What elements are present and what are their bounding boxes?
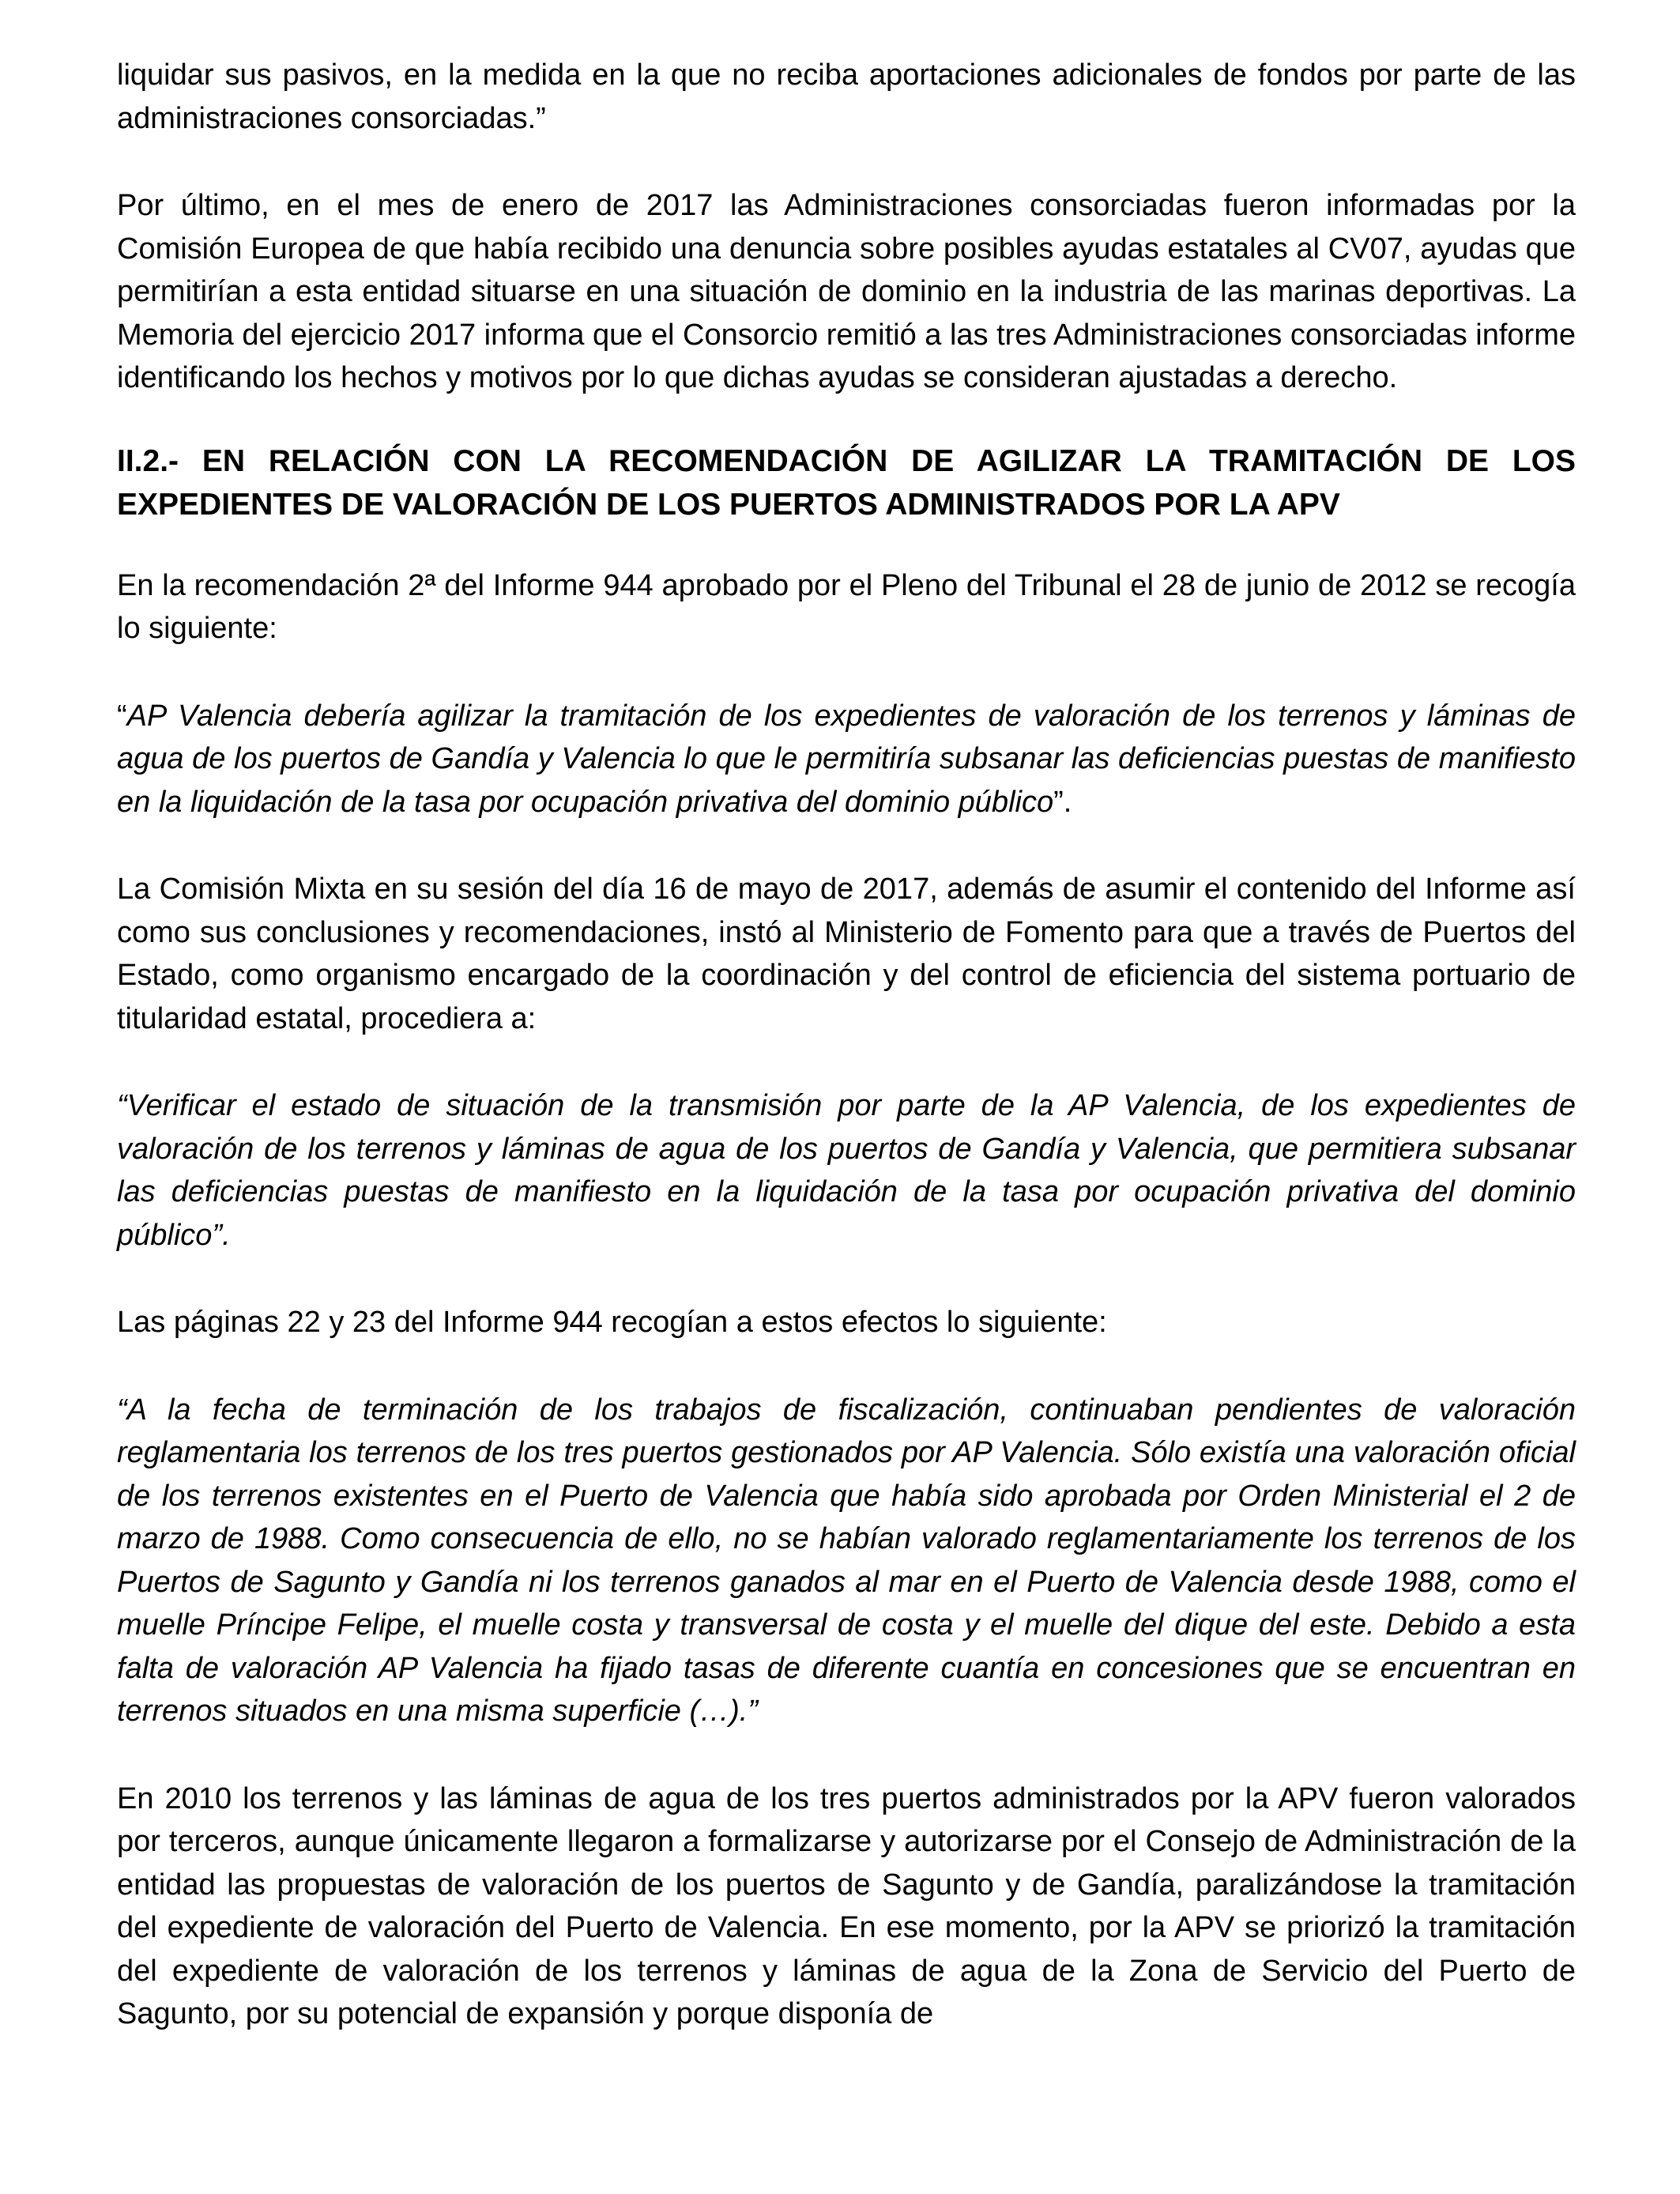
paragraph-denuncia: Por último, en el mes de enero de 2017 las Administraciones consorciadas fueron informadas por la Comisión Europea de que había recibido una denuncia sobre posibles ayudas estatales al CV07, ayudas que permitirían a esta entidad situarse en una situación de dominio en la industria de las marinas deportivas. La Memoria del ejercicio 2017 informa que el Consorcio remitió a las tres Administraciones consorciadas informe identificando los hechos y motivos por lo que dichas ayudas se consideran ajustadas a derecho. <box>117 189 1576 394</box>
quote-body: AP Valencia debería agilizar la tramitación de los expedientes de valoración de los terrenos y láminas de agua de los puertos de Gandía y Valencia lo que le permitiría subsanar las deficiencias puestas de manifiesto en la liquidación de la tasa por ocupación privativa del dominio público <box>117 699 1576 819</box>
paragraph-2010: En 2010 los terrenos y las láminas de agua de los tres puertos administrados por la APV fueron valorados por terceros, aunque únicamente llegaron a formalizarse y autorizarse por el Consejo de Administración de la entidad las propuestas de valoración de los puertos de Sagunto y de Gandía, paralizándose la tramitación del expediente de valoración del Puerto de Valencia. En ese momento, por la APV se priorizó la tramitación del expediente de valoración de los terrenos y láminas de agua de la Zona de Servicio del Puerto de Sagunto, por su potencial de expansión y porque disponía de <box>117 1781 1576 2030</box>
quote-verificar: “Verificar el estado de situación de la transmisión por parte de la AP Valencia, de los expedientes de valoración de los terrenos y láminas de agua de los puertos de Gandía y Valencia, que permitiera subsanar las deficiencias puestas de manifiesto en la liquidación de la tasa por ocupación privativa del dominio público”. <box>117 1089 1576 1252</box>
paragraph-recomendacion: En la recomendación 2ª del Informe 944 aprobado por el Pleno del Tribunal el 28 de junio de 2012 se recogía lo siguiente: <box>117 568 1576 645</box>
document-page <box>117 54 1576 2080</box>
quote-fecha-terminacion: “A la fecha de terminación de los trabajos de fiscalización, continuaban pendientes de valoración reglamentaria los terrenos de los tres puertos gestionados por AP Valencia. Sólo existía una valoración oficial de los terrenos existentes en el Puerto de Valencia que había sido aprobada por Orden Ministerial el 2 de marzo de 1988. Como consecuencia de ello, no se habían valorado reglamentariamente los terrenos de los Puertos de Sagunto y Gandía ni los terrenos ganados al mar en el Puerto de Valencia desde 1988, como el muelle Príncipe Felipe, el muelle costa y transversal de costa y el muelle del dique del este. Debido a esta falta de valoración AP Valencia ha fijado tasas de diferente cuantía en concesiones que se encuentran en terrenos situados en una misma superficie (…).” <box>117 1393 1576 1728</box>
paragraph-comision-mixta: La Comisión Mixta en su sesión del día 16 de mayo de 2017, además de asumir el contenido del Informe así como sus conclusiones y recomendaciones, instó al Ministerio de Fomento para que a través de Puertos del Estado, como organismo encargado de la coordinación y del control de eficiencia del sistema portuario de titularidad estatal, procediera a: <box>117 873 1576 1035</box>
paragraph-paginas: Las páginas 22 y 23 del Informe 944 recogían a estos efectos lo siguiente: <box>117 1306 1107 1339</box>
section-heading: II.2.- EN RELACIÓN CON LA RECOMENDACIÓN DE AGILIZAR LA TRAMITACIÓN DE LOS EXPEDIENTES DE VALORACIÓN DE LOS PUERTOS ADMINISTRADOS POR LA APV <box>117 443 1576 522</box>
quote-open-mark: “ <box>117 699 127 733</box>
paragraph-liquidar: liquidar sus pasivos, en la medida en la que no reciba aportaciones adicionales de fondos por parte de las administraciones consorciadas.” <box>117 58 1576 135</box>
quote-close-mark: ”. <box>1053 785 1072 819</box>
quote-ap-valencia <box>117 695 1576 824</box>
